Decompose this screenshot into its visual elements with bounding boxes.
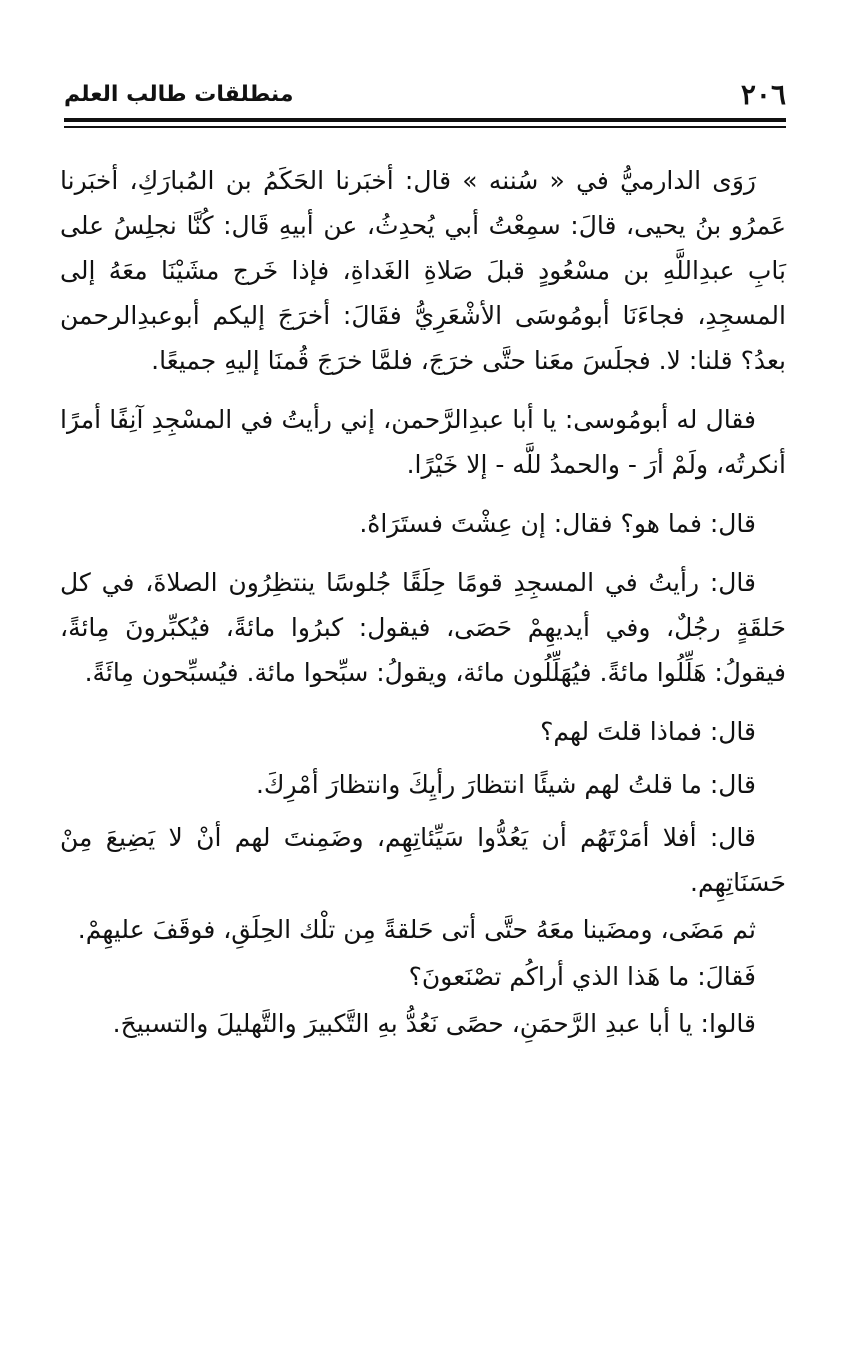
header-rule-thin [64,126,786,128]
paragraph-went-to-circle: ثم مَضَى، ومضَينا معَهُ حتَّى أتى حَلقةً مِن تلْك الحِلَقِ، فوقَفَ عليهِمْ. [77,915,756,944]
paragraph-what-did-you-say: قال: فماذا قلتَ لهم؟ [540,717,756,746]
paragraph-abu-musa-report: فقال له أبومُوسى: يا أبا عبدِالرَّحمن، إني رأيتُ في المسْجِدِ آنِفًا أمرًا أنكرتُه، ولَمْ أرَ - والحمدُ للَّه - إلا خَيْرًا. [60,405,786,479]
paragraph-count-sins: قال: أفلا أمَرْتَهُم أن يَعُدُّوا سَيِّئاتِهِم، وضَمِنتَ لهم أنْ لا يَضِيعَ مِنْ حَسَنَاتِهِم. [60,823,786,897]
page-number: ٢٠٦ [740,77,786,111]
paragraph-awaiting-opinion: قال: ما قلتُ لهم شيئًا انتظارَ رأيِكَ وانتظارَ أمْرِكَ. [255,770,756,799]
paragraph-pebbles-reply: قالوا: يا أبا عبدِ الرَّحمَنِ، حصًى نَعُدُّ بهِ التَّكبيرَ والتَّهليلَ والتسبيحَ. [112,1009,756,1038]
paragraph-what-are-you-doing: فَقالَ: ما هَذا الذي أراكُم تصْنَعونَ؟ [408,962,756,991]
header-rule-thick [64,118,786,122]
main-text [60,158,786,1046]
paragraph-darimi-narration: رَوَى الدارميُّ في « سُننه » قال: أخبَرنا الحَكَمُ بن المُبارَكِ، أخبَرنا عَمرُو بنُ يحيى، قالَ: سمِعْتُ أبي يُحدِثُ، عن أبيهِ قَال: كُنَّا نجلِسُ على بَابِ عبدِاللَّهِ بن مسْعُودٍ قبلَ صَلاةِ الغَداةِ، فإذا خَرج مشَيْنَا معَهُ إلى المسجِدِ، فجاءَنَا أبومُوسَى الأشْعَرِيُّ فقَالَ: أخرَجَ إليكم أبوعبدِالرحمن بعدُ؟ قلنا: لا. فجلَسَ معَنا حتَّى خرَجَ، فلمَّا خرَجَ قُمنَا إليهِ جميعًا. [60,166,786,375]
paragraph-halaqat-description: قال: رأيتُ في المسجِدِ قومًا حِلَقًا جُلوسًا ينتظِرُون الصلاةَ، في كل حَلقَةٍ رجُلٌ، وفي أيديهِمْ حَصَى، فيقول: كبرُوا مائةً، فيُكبِّرونَ مِائةً، فيقولُ: هَلِّلُوا مائةً. فيُهَلِّلُون مائة، ويقولُ: سبِّحوا مائة. فيُسبِّحون مِائَةً. [60,568,786,687]
book-title: منطلقات طالب العلم [64,81,294,107]
paragraph-question-what: قال: فما هو؟ فقال: إن عِشْتَ فستَرَاهُ. [359,509,756,538]
running-header [64,74,786,114]
